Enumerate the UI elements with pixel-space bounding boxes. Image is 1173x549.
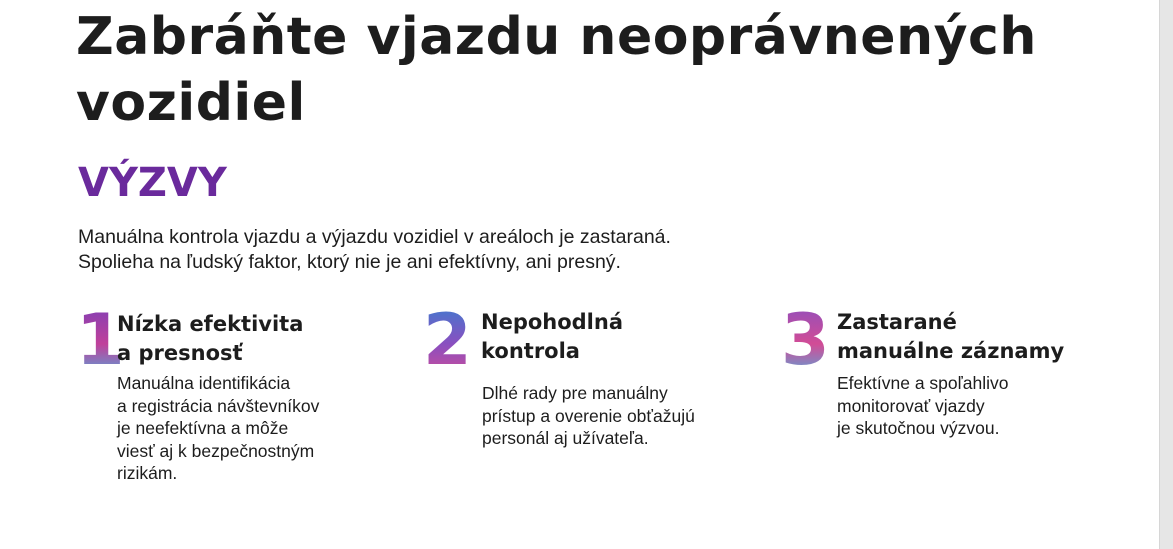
challenge-description [837, 372, 1008, 440]
heading-line: Nízka efektivita [117, 312, 304, 336]
intro-line-2: Spolieha na ľudský faktor, ktorý nie je ani efektívny, ani presný. [78, 251, 621, 273]
description-line: prístup a overenie obťažujú [482, 405, 695, 426]
challenge-description [482, 382, 695, 450]
description-line: rizikám. [117, 463, 178, 483]
description-line: je skutočnou výzvou. [837, 418, 1000, 438]
section-heading: VÝZVY [78, 160, 227, 206]
intro-paragraph [78, 225, 898, 275]
challenge-number: 2 [423, 299, 472, 381]
heading-line: Zastarané [837, 310, 957, 334]
description-line: personál aj užívateľa. [482, 428, 649, 448]
description-line: monitorovať vjazdy [837, 395, 985, 416]
intro-line-1: Manuálna kontrola vjazdu a výjazdu vozidiel v areáloch je zastaraná. [78, 226, 671, 248]
description-line: Dlhé rady pre manuálny [482, 383, 668, 403]
challenge-number: 3 [781, 299, 830, 381]
heading-line: a presnosť [117, 341, 243, 365]
page-title [76, 4, 1076, 136]
heading-line: Nepohodlná [481, 310, 624, 334]
description-line: Manuálna identifikácia [117, 373, 291, 393]
page-title-line-2: vozidiel [76, 73, 306, 133]
challenge-heading [481, 308, 623, 366]
description-line: je neefektívna a môže [117, 418, 289, 438]
scrollbar-strip [1159, 0, 1173, 549]
challenge-heading [837, 308, 1064, 366]
description-line: viesť aj k bezpečnostným [117, 440, 315, 461]
challenge-heading [117, 310, 303, 368]
challenge-description [117, 372, 319, 485]
description-line: a registrácia návštevníkov [117, 395, 320, 416]
challenge-number: 1 [76, 299, 125, 381]
description-line: Efektívne a spoľahlivo [837, 373, 1009, 393]
heading-line: kontrola [481, 339, 580, 363]
heading-line: manuálne záznamy [837, 339, 1065, 363]
page-title-line-1: Zabráňte vjazdu neoprávnených [76, 7, 1037, 67]
